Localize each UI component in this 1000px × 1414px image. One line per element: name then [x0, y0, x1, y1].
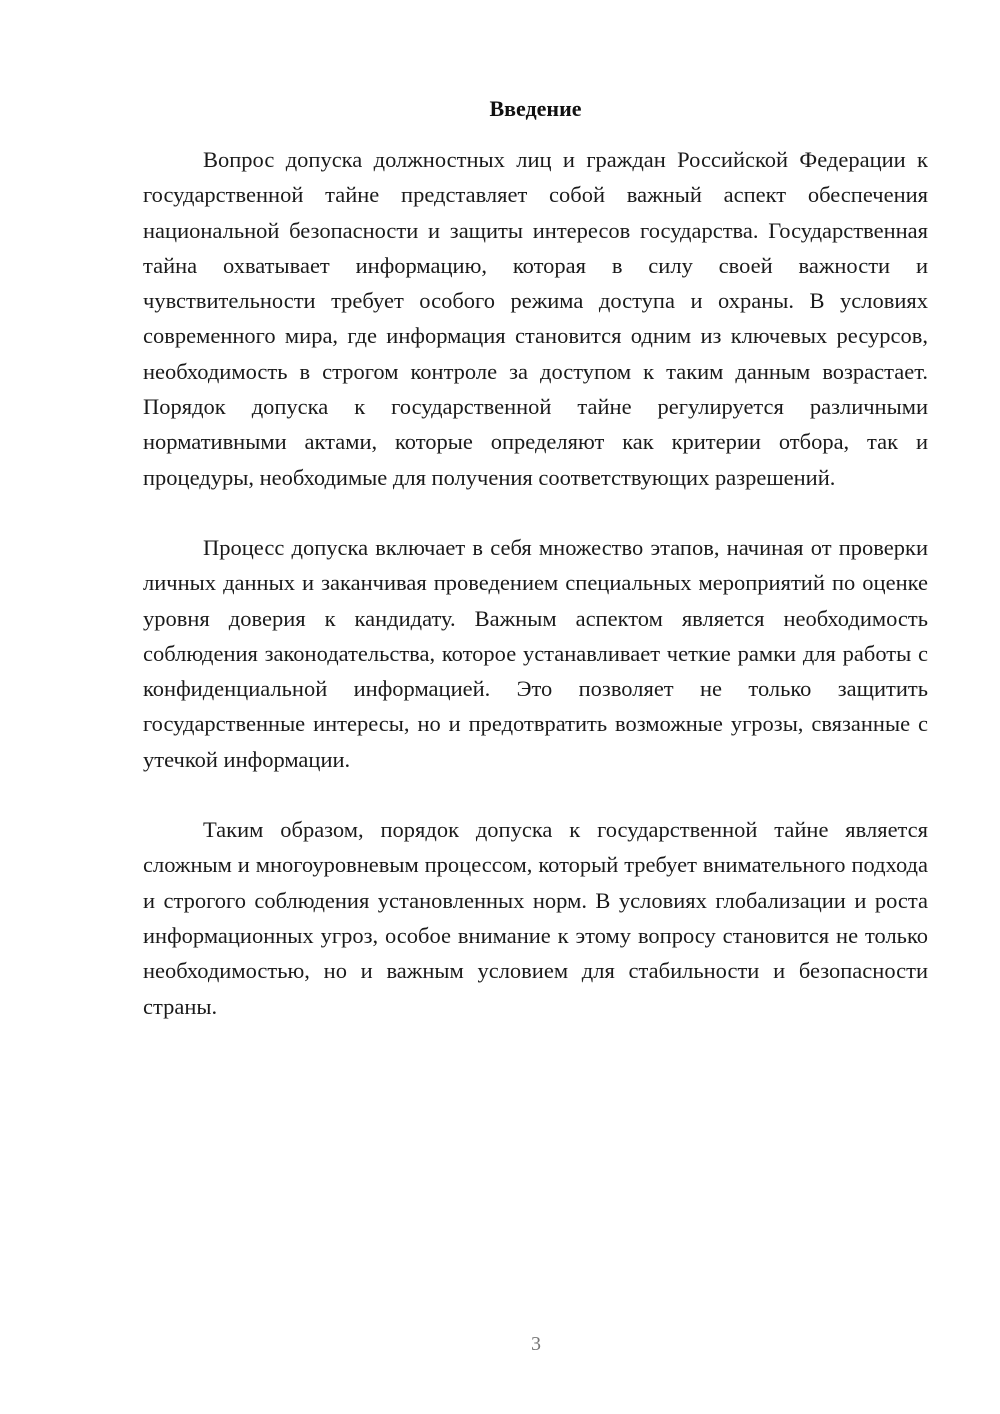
page-number: 3: [531, 1333, 541, 1355]
section-title: Введение: [489, 96, 582, 121]
paragraph-1: Вопрос допуска должностных лиц и граждан Российской Федерации к государственной тайне представляет собой важный аспект обеспечения национальной безопасности и защиты интересов государства. Государственная тайна охватывает информацию, которая в силу своей важности и чувствительности требует особого режима доступа и охраны. В условиях современного мира, где информация становится одним из ключевых ресурсов, необходимость в строгом контроле за доступом к таким данным возрастает. Порядок допуска к государственной тайне регулируется различными нормативными актами, которые определяют как критерии отбора, так и процедуры, необходимые для получения соответствующих разрешений.: [143, 147, 928, 490]
paragraph-3: Таким образом, порядок допуска к государственной тайне является сложным и многоуровневым процессом, который требует внимательного подхода и строгого соблюдения установленных норм. В условиях глобализации и роста информационных угроз, особое внимание к этому вопросу становится не только необходимостью, но и важным условием для стабильности и безопасности страны.: [143, 817, 928, 1019]
page-content: [143, 94, 928, 1059]
paragraph-2: Процесс допуска включает в себя множество этапов, начиная от проверки личных данных и заканчивая проведением специальных мероприятий по оценке уровня доверия к кандидату. Важным аспектом является необходимость соблюдения законодательства, которое устанавливает четкие рамки для работы с конфиденциальной информацией. Это позволяет не только защитить государственные интересы, но и предотвратить возможные угрозы, связанные с утечкой информации.: [143, 534, 928, 772]
